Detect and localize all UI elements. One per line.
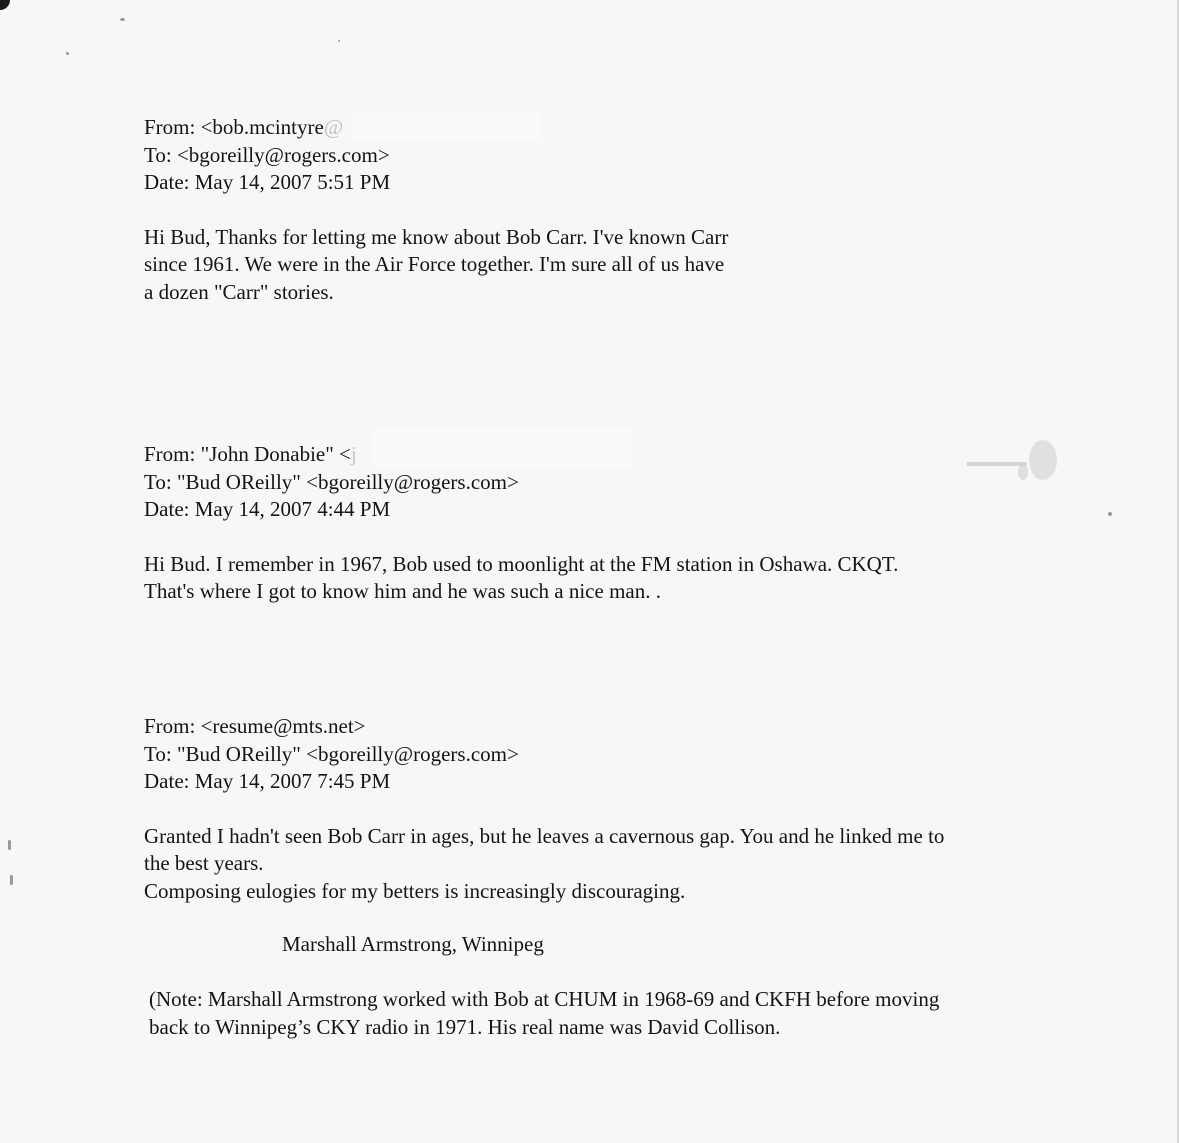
body-line: the best years. [144,851,264,875]
email-body [144,823,944,906]
to-label: To: [144,741,172,766]
editor-note [149,985,939,1041]
from-line [144,114,728,142]
date-value: May 14, 2007 7:45 PM [194,769,391,793]
body-line: since 1961. We were in the Air Force together. I'm sure all of us have [144,252,725,276]
to-value: "Bud OReilly" <bgoreilly@rogers.com> [176,741,519,766]
body-line: Hi Bud. I remember in 1967, Bob used to moonlight at the FM station in Oshawa. CKQT. [144,551,899,576]
date-label: Date: [144,170,190,194]
from-line [144,713,944,741]
scan-speck [8,840,11,850]
date-label: Date: [144,769,190,793]
scan-speck [1108,512,1112,516]
from-value: <resume@mts.net> [200,714,366,738]
date-value: May 14, 2007 5:51 PM [194,170,391,194]
to-line [144,469,898,497]
to-label: To: [144,142,172,167]
to-label: To: [144,469,172,494]
note-line: (Note: Marshall Armstrong worked with Bob at CHUM in 1968-69 and CKFH before moving [149,987,940,1011]
body-line: Hi Bud, Thanks for letting me know about Bob Carr. I've known Carr [144,224,729,249]
date-line [144,169,728,197]
date-line [144,768,944,796]
to-line [144,142,728,170]
body-line: Granted I hadn't seen Bob Carr in ages, but he leaves a cavernous gap. You and he linked me to [144,823,945,848]
scan-speck [338,40,340,42]
date-line [144,496,898,524]
from-value: "John Donabie" < [200,442,351,466]
from-faint: @ [323,115,344,139]
scan-speck [66,52,69,55]
to-value: "Bud OReilly" <bgoreilly@rogers.com> [176,469,519,494]
body-line: That's where I got to know him and he was such a nice man. . [144,579,661,603]
from-line [144,441,898,469]
scan-speck [10,875,13,885]
from-value: <bob.mcintyre [200,115,324,139]
from-label: From: [144,115,196,139]
to-value: <bgoreilly@rogers.com> [176,142,390,167]
body-line: Composing eulogies for my betters is increasingly discouraging. [144,878,686,903]
date-value: May 14, 2007 4:44 PM [194,497,391,521]
from-label: From: [144,442,196,466]
from-faint: j [350,442,357,466]
email-entry [144,713,944,905]
email-entry [144,441,898,606]
date-label: Date: [144,497,190,521]
body-line: a dozen "Carr" stories. [144,279,334,304]
note-line: back to Winnipeg’s CKY radio in 1971. His real name was David Collison. [149,1015,781,1039]
email-entry [144,114,728,306]
scan-smudge [965,438,1060,486]
to-line [144,741,944,769]
signature: Marshall Armstrong, Winnipeg [282,932,544,956]
scan-speck [120,18,125,21]
scan-corner-mark [0,0,10,10]
email-body [144,551,898,606]
email-body [144,224,728,307]
from-label: From: [144,714,196,738]
